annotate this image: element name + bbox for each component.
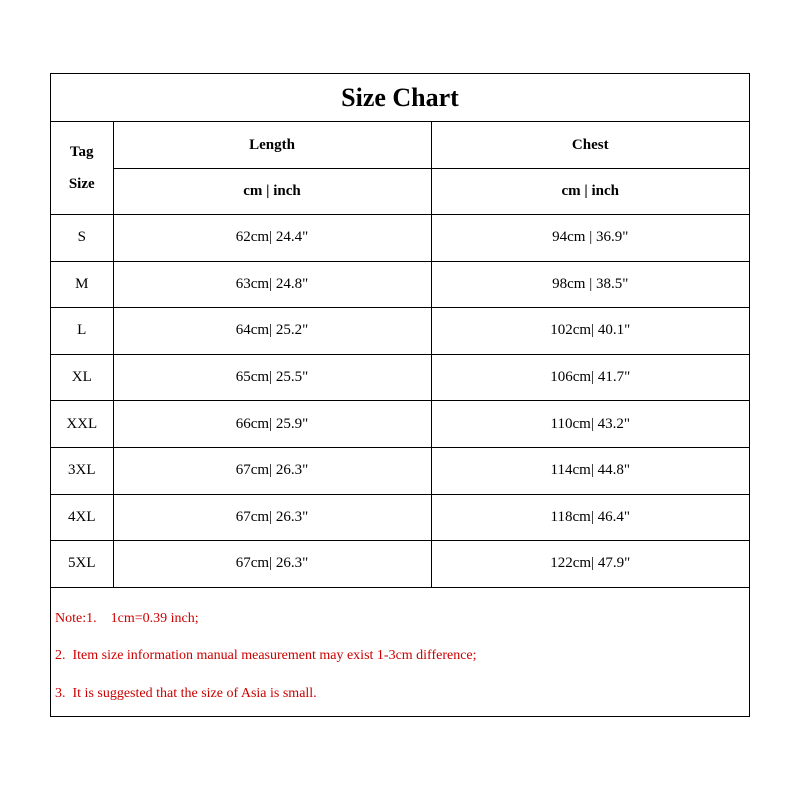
table-row <box>51 541 749 588</box>
table-row <box>51 447 749 494</box>
chest-cell: 114cm| 44.8" <box>431 447 749 494</box>
size-cell: 5XL <box>51 541 113 588</box>
note-line: 3. It is suggested that the size of Asia is small. <box>55 685 317 701</box>
table-row <box>51 401 749 448</box>
length-cell: 67cm| 26.3" <box>113 447 431 494</box>
length-cell: 65cm| 25.5" <box>113 354 431 401</box>
length-cell: 64cm| 25.2" <box>113 308 431 355</box>
table-row <box>51 308 749 355</box>
chest-cell: 94cm | 36.9" <box>431 215 749 262</box>
size-cell: M <box>51 261 113 308</box>
tag-header-line2: Size <box>68 176 95 192</box>
chest-unit-header: cm | inch <box>431 169 749 215</box>
chart-title: Size Chart <box>51 74 749 122</box>
note-line: Note:1. 1cm=0.39 inch; <box>55 610 199 626</box>
size-cell: XL <box>51 354 113 401</box>
size-chart <box>50 73 750 717</box>
length-cell: 66cm| 25.9" <box>113 401 431 448</box>
chest-cell: 110cm| 43.2" <box>431 401 749 448</box>
size-cell: 4XL <box>51 494 113 541</box>
size-table <box>51 122 749 588</box>
table-row <box>51 261 749 308</box>
chest-cell: 122cm| 47.9" <box>431 541 749 588</box>
length-cell: 67cm| 26.3" <box>113 494 431 541</box>
chest-cell: 106cm| 41.7" <box>431 354 749 401</box>
chest-header: Chest <box>431 122 749 169</box>
tag-header-line1: Tag <box>69 144 94 160</box>
length-cell: 62cm| 24.4" <box>113 215 431 262</box>
chest-cell: 102cm| 40.1" <box>431 308 749 355</box>
size-cell: 3XL <box>51 447 113 494</box>
size-cell: L <box>51 308 113 355</box>
length-unit-header: cm | inch <box>113 169 431 215</box>
table-row <box>51 215 749 262</box>
table-row <box>51 354 749 401</box>
length-cell: 67cm| 26.3" <box>113 541 431 588</box>
table-row <box>51 494 749 541</box>
notes-section <box>51 588 749 713</box>
note-line: 2. Item size information manual measurement may exist 1-3cm difference; <box>55 648 477 664</box>
chest-cell: 98cm | 38.5" <box>431 261 749 308</box>
tag-size-header <box>51 122 113 215</box>
length-cell: 63cm| 24.8" <box>113 261 431 308</box>
size-cell: XXL <box>51 401 113 448</box>
chest-cell: 118cm| 46.4" <box>431 494 749 541</box>
length-header: Length <box>113 122 431 169</box>
size-cell: S <box>51 215 113 262</box>
